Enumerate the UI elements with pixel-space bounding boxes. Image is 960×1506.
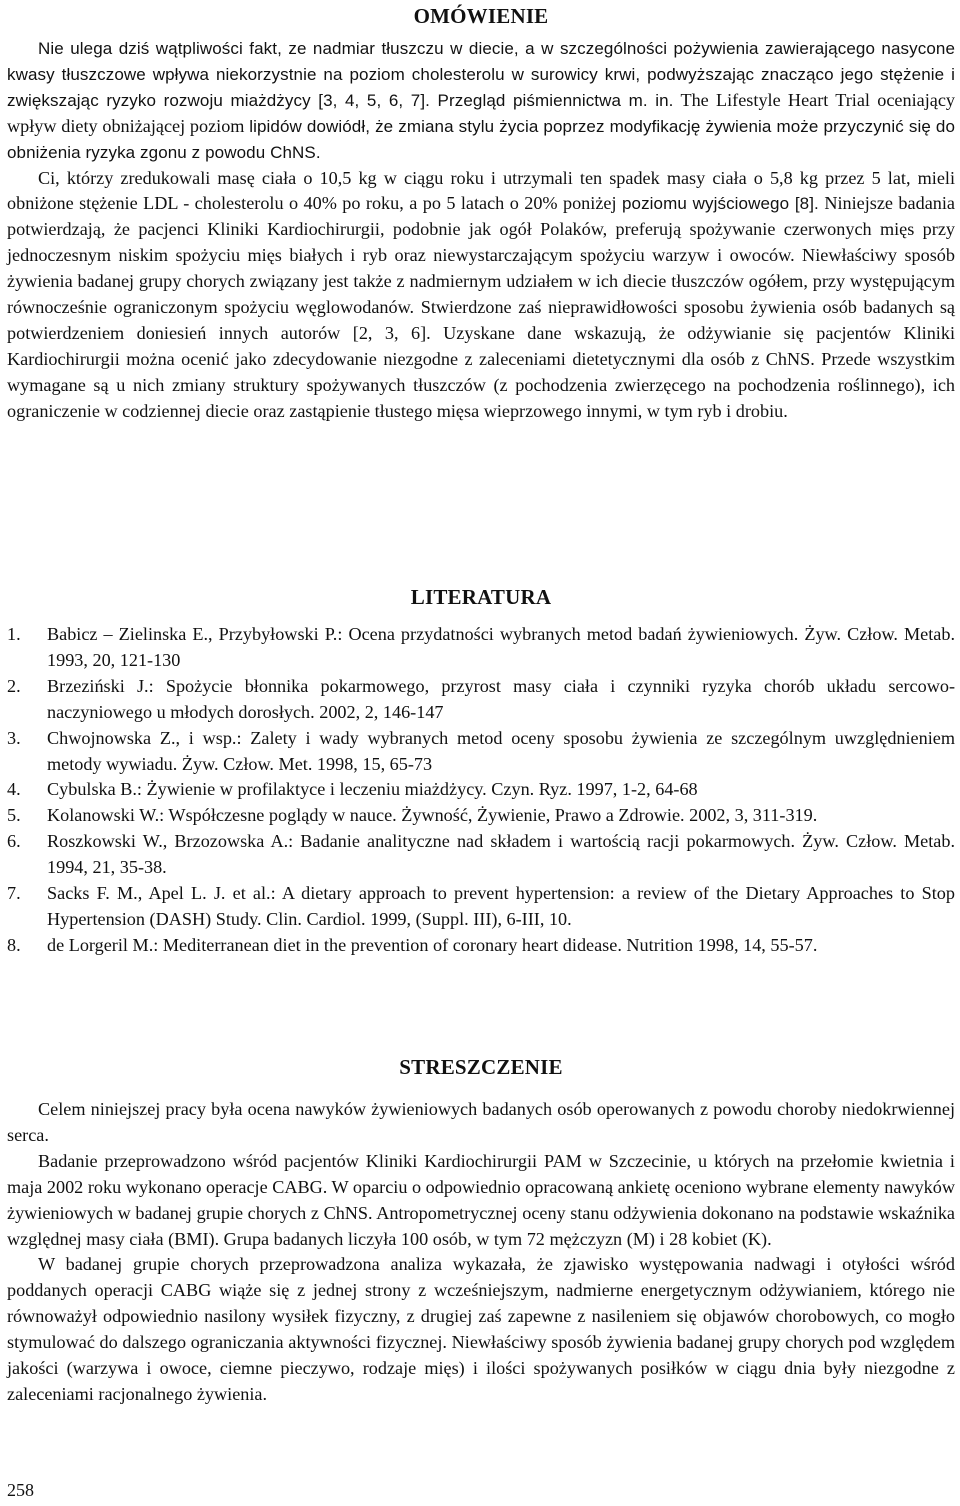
reference-number: 8. xyxy=(7,934,21,955)
reference-text: Kolanowski W.: Współczesne poglądy w nauce. Żywność, Żywienie, Prawo a Zdrowie. 2002, 3, 311-319. xyxy=(47,805,818,826)
reference-text: Roszkowski W., Brzozowska A.: Badanie analityczne nad składem i wartością racji pokarmowych. Żyw. Człow. Metab. 1994, 21, 35-38. xyxy=(47,831,955,878)
reference-number: 2. xyxy=(7,675,21,696)
omowienie-paragraph-1 xyxy=(7,36,955,166)
reference-item xyxy=(7,674,955,726)
omowienie-p1-text-c: lipidów dowiódł, że zmiana stylu życia poprzez modyfikację żywienia może przyczynić się do obniżenia ryzyka zgonu z powodu ChNS. xyxy=(7,116,955,162)
reference-item xyxy=(7,803,955,829)
omowienie-paragraph-2 xyxy=(7,166,955,425)
streszczenie-paragraph-3: W badanej grupie chorych przeprowadzona analiza wykazała, że zjawisko występowania nadwagi i otyłości wśród poddanych operacji CABG wiąże się z jednej strony z wcześniejszym, nadmierne energetycznym odżywianiem, którego nie równoważył odpowiednio nasilony wysiłek fizyczny, z drugiej zaś zapewne z nasileniem się objawów chorobowych, co mogło stymulować do dalszego ograniczania aktywności fizycznej. Niewłaściwy sposób żywienia badanej grupy chorych pod względem jakości (warzywa i owoce, ciemne pieczywo, rodzaje mięs) i ilości spożywanych posiłków w ciągu dnia były niezgodne z zaleceniami racjonalnego żywienia. xyxy=(7,1254,955,1404)
page-number: 258 xyxy=(7,1480,34,1500)
reference-text: Chwojnowska Z., i wsp.: Zalety i wady wybranych metod oceny sposobu żywienia ze szczególnym uwzględnieniem metody wywiadu. Żyw. Człow. Met. 1998, 15, 65-73 xyxy=(47,727,955,774)
section-heading-literatura: LITERATURA xyxy=(410,585,552,609)
omowienie-p1-text-b: The Lifestyle Heart Trial oceniający wpływ diety obniżającej poziom xyxy=(7,89,956,136)
streszczenie-paragraph-2: Badanie przeprowadzono wśród pacjentów Kliniki Kardiochirurgii PAM w Szczecinie, u których na przełomie kwietnia i maja 2002 roku wykonano operacje CABG. W oparciu o odpowiednio opracowaną ankietę oceniono wybrane elementy nawyków żywieniowych w badanej grupie chorych z ChNS. Antropometrycznej oceny stanu odżywienia dokonano na podstawie wskaźnika względnej masy ciała (BMI). Grupa badanych liczyła 100 osób, w tym 72 mężczyzn (M) i 28 kobiet (K). xyxy=(7,1150,955,1249)
reference-number: 6. xyxy=(7,831,21,852)
omowienie-p2-text-b: poziomu wyjściowego [8]. xyxy=(621,194,819,214)
reference-text: de Lorgeril M.: Mediterranean diet in the prevention of coronary heart didease. Nutrition 1998, 14, 55-57. xyxy=(47,934,818,955)
reference-text: Babicz – Zielinska E., Przybyłowski P.: Ocena przydatności wybranych metod badań żywieniowych. Żyw. Człow. Metab. 1993, 20, 121-130 xyxy=(47,624,955,670)
reference-list xyxy=(7,622,955,959)
reference-item xyxy=(7,726,955,778)
reference-item xyxy=(7,622,955,674)
reference-item xyxy=(7,881,955,933)
reference-number: 4. xyxy=(7,779,21,800)
reference-number: 3. xyxy=(7,727,21,748)
reference-item xyxy=(7,777,955,803)
reference-item xyxy=(7,829,955,881)
section-heading-streszczenie: STRESZCZENIE xyxy=(399,1055,563,1079)
reference-text: Brzeziński J.: Spożycie błonnika pokarmowego, przyrost masy ciała i czynniki ryzyka chorób układu sercowo-naczyniowego u młodych dorosłych. 2002, 2, 146-147 xyxy=(47,675,955,722)
omowienie-p1-text-a: Nie ulega dziś wątpliwości fakt, ze nadmiar tłuszczu w diecie, a w szczególności pożywienia zawierającego nasycone kwasy tłuszczowe wpływa niekorzystnie na poziom cholesterolu w surowicy krwi, podwyższając znacząco jego stężenie i zwiększając ryzyko rozwoju miażdżycy [3, 4, 5, 6, 7]. Przegląd piśmiennictwa m. in. xyxy=(7,39,955,110)
omowienie-p2-text-a: Ci, którzy zredukowali masę ciała o 10,5 kg w ciągu roku i utrzymali ten spadek masy ciała o 5,8 kg przez 5 lat, mieli obniżone stężenie LDL - cholesterolu o 40% po roku, a po 5 latach o 20% poniżej xyxy=(7,167,955,214)
section-heading-omowienie: OMÓWIENIE xyxy=(413,4,549,28)
document-page xyxy=(7,0,955,1506)
reference-number: 7. xyxy=(7,883,21,904)
omowienie-body xyxy=(7,36,955,425)
reference-text: Sacks F. M., Apel L. J. et al.: A dietary approach to prevent hypertension: a review of the Dietary Approaches to Stop Hypertension (DASH) Study. Clin. Cardiol. 1999, (Suppl. III), 6-III, 10. xyxy=(47,883,955,929)
streszczenie-body xyxy=(7,1097,955,1408)
reference-number: 5. xyxy=(7,805,21,826)
reference-number: 1. xyxy=(7,624,21,644)
reference-text: Cybulska B.: Żywienie w profilaktyce i leczeniu miażdżycy. Czyn. Ryz. 1997, 1-2, 64-68 xyxy=(47,779,698,800)
omowienie-p2-text-c: Niniejsze badania potwierdzają, że pacjenci Kliniki Kardiochirurgii, podobnie jak ogół Polaków, preferują spożywanie czerwonych mięs przy jednoczesnym niskim spożyciu mięs białych i ryb oraz niewystarczającym spożyciu warzyw i owoców. Niewłaściwy sposób żywienia badanej grupy chorych związany jest także z nadmiernym udziałem w ich diecie tłuszczów ogółem, przy występującym równocześnie ograniczonym spożyciu węglowodanów. Stwierdzone zaś nieprawidłowości sposobu żywienia osób badanych są potwierdzeniem doniesień innych autorów [2, 3, 6]. Uzyskane dane wskazują, że odżywianie się pacjentów Kliniki Kardiochirurgii można ocenić jako zdecydowanie niezgodne z zaleceniami dietetycznymi dla osób z ChNS. Przede wszystkim wymagane są u nich zmiany struktury spożywanych tłuszczów (z pochodzenia zwierzęcego na pochodzenia roślinnego), ich ograniczenie w codziennej diecie oraz zastąpienie tłustego mięsa wieprzowego innymi, w tym ryb i drobiu. xyxy=(7,193,955,421)
streszczenie-paragraph-1: Celem niniejszej pracy była ocena nawyków żywieniowych badanych osób operowanych z powodu choroby niedokrwiennej serca. xyxy=(7,1099,955,1145)
reference-item xyxy=(7,933,955,959)
